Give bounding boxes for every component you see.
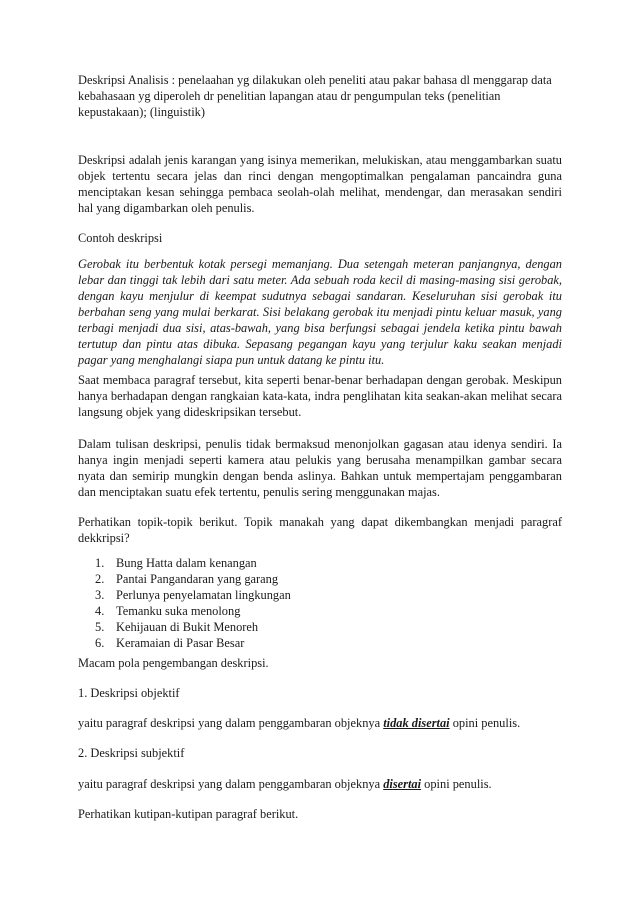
paragraph-perhatikan-topik: Perhatikan topik-topik berikut. Topik manakah yang dapat dikembangkan menjadi paragraf dekkripsi? <box>78 515 562 545</box>
heading-deskripsi-subjektif: 2. Deskripsi subjektif <box>78 746 185 760</box>
paragraph-perhatikan-kutipan: Perhatikan kutipan-kutipan paragraf berikut. <box>78 807 299 821</box>
paragraph-contoh-gerobak: Gerobak itu berbentuk kotak persegi memanjang. Dua setengah meteran panjangnya, dengan lebar dan tinggi tak lebih dari satu meter. Ada sebuah roda kecil di masing-masing sisi gerobak, dengan kayu menjulur di keempat sudutnya sebagai sandaran. Keseluruhan sisi gerobak itu berbahan seng yang mulai berkarat. Sisi belakang gerobak itu menjadi pintu keluar masuk, yang terbagi menjadi dua sisi, atas-bawah, yang bisa berfungsi sebagai jendela ketika pintu bawah tertutup dan pintu atas dibuka. Sepasang pegangan kayu yang terjulur kaku seakan menjadi pagar yang menghalangi siapa pun untuk datang ke pintu itu. <box>78 257 562 367</box>
list-item: 6. Keramaian di Pasar Besar <box>95 636 245 650</box>
paragraph-dalam-tulisan: Dalam tulisan deskripsi, penulis tidak bermaksud menonjolkan gagasan atau idenya sendiri. Ia hanya ingin menjadi seperti kamera atau pelukis yang berusaha menampilkan gambar secara nyata dan semirip mungkin dengan benda aslinya. Bahkan untuk mempertajam penggambaran dan menciptakan suatu efek tertentu, penulis sering menggunakan majas. <box>78 437 562 499</box>
heading-macam-pola: Macam pola pengembangan deskripsi. <box>78 656 269 670</box>
paragraph-saat-membaca: Saat membaca paragraf tersebut, kita seperti benar-benar berhadapan dengan gerobak. Meskipun hanya berhadapan dengan rangkaian kata-kata, indra penglihatan kita seakan-akan melihat secara langsung objek yang dideskripsikan tersebut. <box>78 373 562 419</box>
emphasis-tidak-disertai: tidak disertai <box>383 716 450 730</box>
emphasis-disertai: disertai <box>383 777 422 791</box>
paragraph-deskripsi-objektif: yaitu paragraf deskripsi yang dalam penggambaran objeknya tidak disertai opini penulis. <box>78 716 521 730</box>
list-item: 3. Perlunya penyelamatan lingkungan <box>95 588 291 602</box>
list-item: 4. Temanku suka menolong <box>95 604 241 618</box>
paragraph-deskripsi-subjektif: yaitu paragraf deskripsi yang dalam penggambaran objeknya disertai opini penulis. <box>78 777 492 791</box>
heading-contoh-deskripsi: Contoh deskripsi <box>78 231 163 245</box>
list-item: 2. Pantai Pangandaran yang garang <box>95 572 279 586</box>
paragraph-deskripsi-definition: Deskripsi adalah jenis karangan yang isinya memerikan, melukiskan, atau menggambarkan suatu objek tertentu secara jelas dan rinci dengan mengoptimalkan pengalaman pancaindra guna menciptakan kesan sehingga pembaca seolah-olah melihat, mendengar, dan merasakan sendiri hal yang digambarkan oleh penulis. <box>78 153 562 215</box>
list-item: 5. Kehijauan di Bukit Menoreh <box>95 620 259 634</box>
topic-list <box>78 555 562 651</box>
paragraph-deskripsi-analisis: Deskripsi Analisis : penelaahan yg dilakukan oleh peneliti atau pakar bahasa dl menggarap data kebahasaan yg diperoleh dr penelitian lapangan atau dr pengumpulan teks (penelitian kepustakaan); (linguistik) <box>78 73 552 119</box>
heading-deskripsi-objektif: 1. Deskripsi objektif <box>78 686 180 700</box>
list-item: 1. Bung Hatta dalam kenangan <box>95 556 257 570</box>
